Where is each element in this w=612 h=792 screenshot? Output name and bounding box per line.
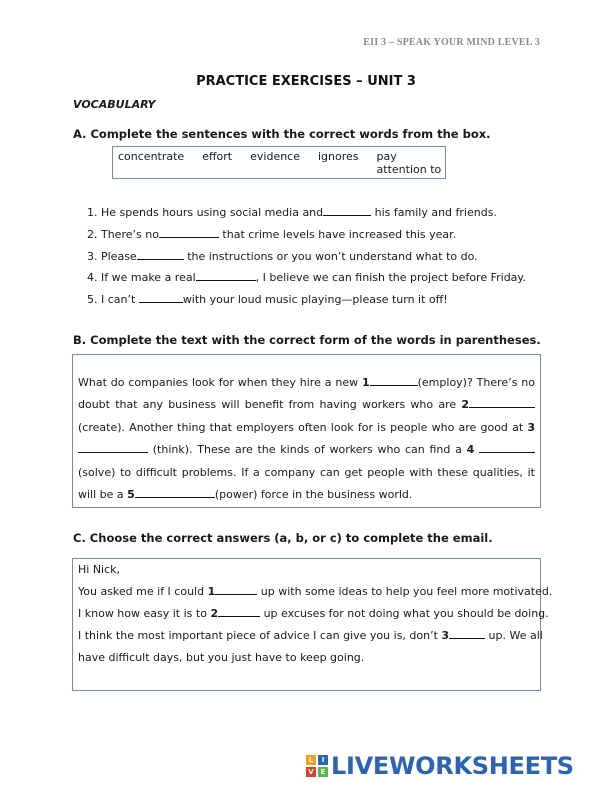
gap-number: 2 (210, 607, 219, 620)
vocabulary-label: VOCABULARY (73, 98, 156, 111)
section-b-paragraph: What do companies look for when they hire a new 1 (employ)? There’s no doubt that any business will benefit from having workers who are 2 (create). Another thing that employers often look for is people who are good at 3 (think). These are the kinds of workers who can find a 4 (solve) to difficult problems. If a company can get people with these qualities, it will be a 5 (power) force in the business world. (78, 376, 535, 502)
answer-blank-a5[interactable] (139, 292, 183, 303)
answer-blank-b1[interactable] (370, 375, 418, 386)
answer-blank-b5[interactable] (135, 487, 215, 498)
email-line-3: I think the most important piece of advice I can give you is, don’t 3 up. We all (78, 629, 543, 642)
word-box-item: evidence (250, 150, 300, 163)
section-b-heading: B. Complete the text with the correct form of the words in parentheses. (73, 333, 541, 347)
section-a-sentences (87, 202, 526, 311)
answer-blank-a3[interactable] (137, 249, 184, 260)
answer-blank-b4[interactable] (479, 442, 535, 453)
answer-blank-b2[interactable] (469, 397, 535, 408)
sentence-text: with your loud music playing—please turn it off! (182, 293, 448, 307)
logo-letter-l: L (306, 755, 316, 765)
gap-number: 1 (361, 376, 370, 389)
email-line-2: I know how easy it is to 2 up excuses for not doing what you should be doing. (78, 607, 549, 620)
sentence-text: 5. I can’t (87, 293, 139, 307)
logo-letter-i: I (318, 755, 328, 765)
gap-number: 3 (527, 420, 535, 434)
liveworksheets-brand[interactable] (306, 752, 574, 780)
word-box-item: pay attention to (376, 150, 442, 176)
gap-number: 1 (207, 585, 216, 598)
section-a-heading: A. Complete the sentences with the correct words from the box. (73, 127, 491, 141)
sentence-text: the instructions or you won’t understand what to do. (183, 249, 478, 263)
sentence-2 (87, 224, 526, 246)
liveworksheets-logo-icon (306, 755, 328, 777)
word-box-item: concentrate (118, 150, 185, 163)
sentence-text: 3. Please (87, 249, 137, 263)
email-line-4: have difficult days, but you just have to keep going. (78, 651, 365, 664)
answer-blank-a4[interactable] (196, 270, 256, 281)
email-text (73, 559, 553, 669)
sentence-text: 1. He spends hours using social media and (87, 206, 324, 219)
logo-letter-e: E (318, 767, 328, 777)
word-box-item: ignores (318, 150, 359, 163)
gap-number: 4 (466, 443, 475, 457)
email-box (72, 558, 553, 691)
sentence-text: , I believe we can finish the project before Friday. (255, 271, 526, 285)
course-header: EII 3 – SPEAK YOUR MIND LEVEL 3 (363, 37, 540, 48)
liveworksheets-wordmark: LIVEWORKSHEETS (331, 752, 574, 780)
sentence-text: that crime levels have increased this year. (218, 227, 457, 241)
page-title: PRACTICE EXERCISES – UNIT 3 (196, 74, 416, 89)
word-box-item: effort (202, 150, 233, 163)
answer-blank-c2[interactable] (218, 606, 260, 617)
answer-blank-b3[interactable] (78, 442, 148, 453)
section-b-text-box (72, 354, 541, 508)
sentence-5 (87, 289, 526, 311)
gap-number: 5 (127, 488, 135, 502)
answer-blank-a2[interactable] (159, 227, 219, 238)
gap-number: 3 (441, 629, 450, 642)
logo-letter-v: V (306, 767, 316, 777)
sentence-text: 2. There’s no (87, 227, 159, 241)
word-box (112, 146, 446, 179)
sentence-3 (87, 246, 526, 268)
answer-blank-c3[interactable] (449, 628, 485, 639)
sentence-text: 4. If we make a real (87, 271, 196, 285)
sentence-1 (87, 202, 526, 224)
answer-blank-c1[interactable] (215, 584, 257, 595)
email-greeting: Hi Nick, (78, 563, 121, 576)
sentence-text: his family and friends. (371, 206, 497, 219)
gap-number: 2 (461, 398, 469, 412)
sentence-4 (87, 267, 526, 289)
email-line-1: You asked me if I could 1 up with some ideas to help you feel more motivated. (78, 585, 553, 598)
section-c-heading: C. Choose the correct answers (a, b, or c) to complete the email. (73, 531, 493, 545)
answer-blank-a1[interactable] (323, 205, 371, 216)
